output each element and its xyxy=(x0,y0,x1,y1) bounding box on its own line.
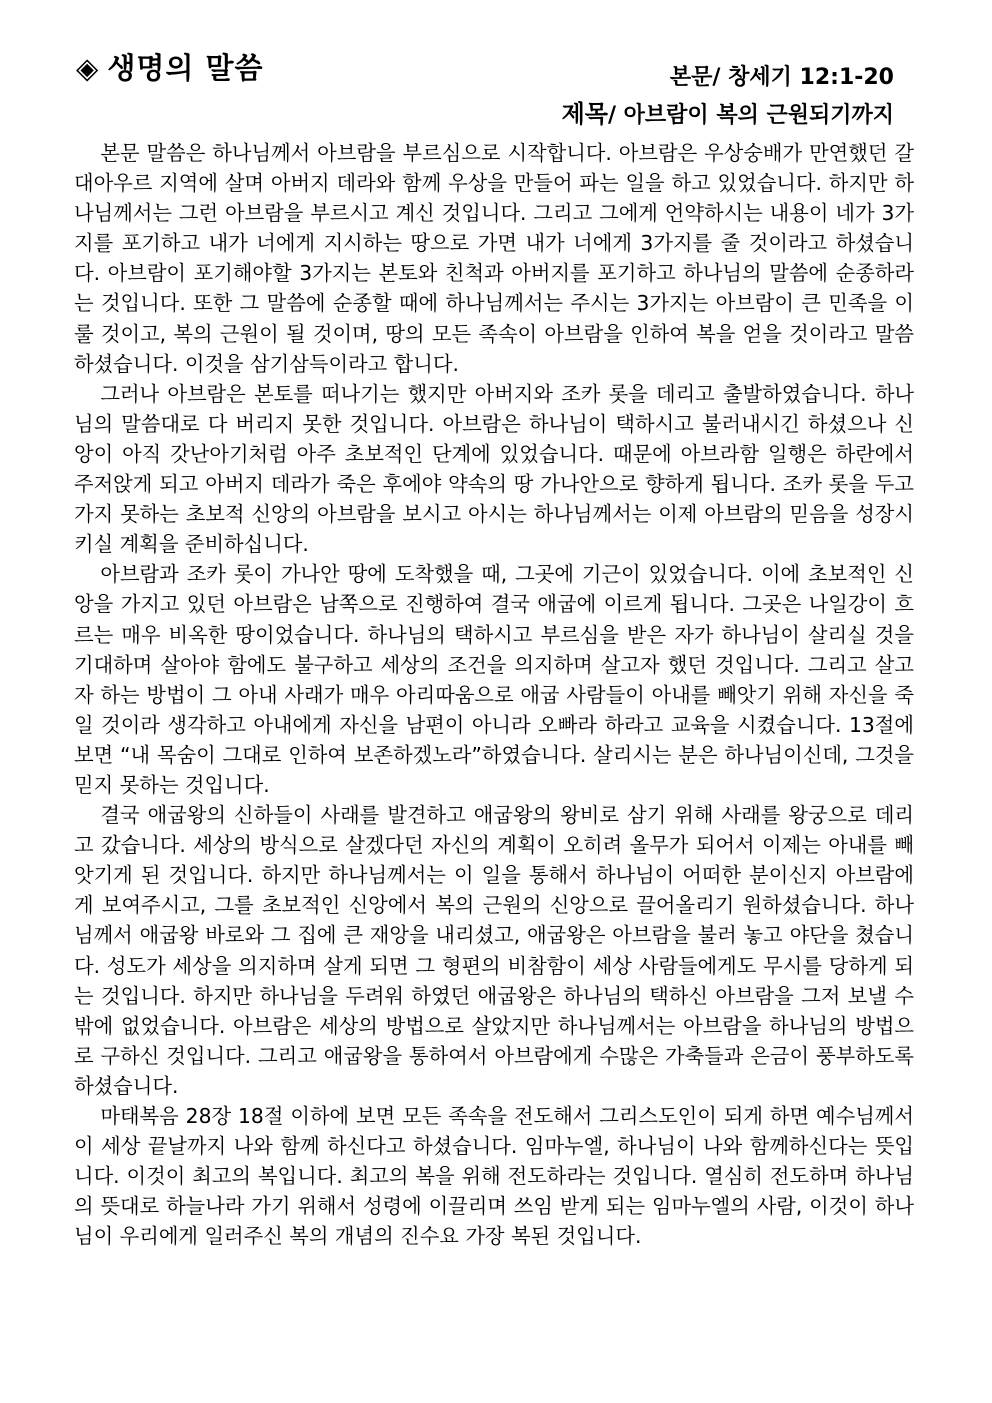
diamond-bullet-icon: ◈ xyxy=(76,51,100,85)
paragraph-4: 결국 애굽왕의 신하들이 사래를 발견하고 애굽왕의 왕비로 삼기 위해 사래를 왕궁으로 데리고 갔습니다. 세상의 방식으로 살겠다던 자신의 계획이 오히려 올무가 되어서 이제는 아내를 빼앗기게 된 것입니다. 하지만 하나님께서는 이 일을 통해서 하나님이 어떠한 분이신지 아브람에게 보여주시고, 그를 초보적인 신앙에서 복의 근원의 신앙으로 끌어올리기 원하셨습니다. 하나님께서 애굽왕 바로와 그 집에 큰 재앙을 내리셨고, 애굽왕은 아브람을 불러 놓고 야단을 쳤습니다. 성도가 세상을 의지하며 살게 되면 그 형편의 비참함이 세상 사람들에게도 무시를 당하게 되는 것입니다. 하지만 하나님을 두려워 하였던 애굽왕은 하나님의 택하신 아브람을 그저 보낼 수밖에 없었습니다. 아브람은 세상의 방법으로 살았지만 하나님께서는 아브람을 하나님의 방법으로 구하신 것입니다. 그리고 애굽왕을 통하여서 아브람에게 수많은 가축들과 은금이 풍부하도록 하셨습니다. xyxy=(74,803,914,1098)
scripture-reference xyxy=(670,60,894,91)
sermon-body xyxy=(74,138,914,1251)
subject-separator: / xyxy=(607,103,624,128)
reference-label: 본문 xyxy=(669,65,713,90)
page-title xyxy=(76,46,263,87)
paragraph-3: 아브람과 조카 롯이 가나안 땅에 도착했을 때, 그곳에 기근이 있었습니다. 이에 초보적인 신앙을 가지고 있던 아브람은 남쪽으로 진행하여 결국 애굽에 이르게 됩니다. 그곳은 나일강이 흐르는 매우 비옥한 땅이었습니다. 하나님의 택하시고 부르심을 받은 자가 하나님이 살리실 것을 기대하며 살아야 함에도 불구하고 세상의 조건을 의지하며 살고자 했던 것입니다. 그리고 살고자 하는 방법이 그 아내 사래가 매우 아리따움으로 애굽 사람들이 아내를 빼앗기 위해 자신을 죽일 것이라 생각하고 아내에게 자신을 남편이 아니라 오빠라 하라고 교육을 시켰습니다. 13절에 보면 “내 목숨이 그대로 인하여 보존하겠노라”하였습니다. 살리시는 분은 하나님이신데, 그것을 믿지 못하는 것입니다. xyxy=(74,562,914,797)
paragraph-1: 본문 말씀은 하나님께서 아브람을 부르심으로 시작합니다. 아브람은 우상숭배가 만연했던 갈대아우르 지역에 살며 아버지 데라와 함께 우상을 만들어 파는 일을 하고 있었습니다. 하지만 하나님께서는 그런 아브람을 부르시고 계신 것입니다. 그리고 그에게 언약하시는 내용이 네가 3가지를 포기하고 내가 너에게 지시하는 땅으로 가면 내가 너에게 3가지를 줄 것이라고 하셨습니다. 아브람이 포기해야할 3가지는 본토와 친척과 아버지를 포기하고 하나님의 말씀에 순종하라는 것입니다. 또한 그 말씀에 순종할 때에 하나님께서는 주시는 3가지는 아브람이 큰 민족을 이룰 것이고, 복의 근원이 될 것이며, 땅의 모든 족속이 아브람을 인하여 복을 얻을 것이라고 말씀하셨습니다. 이것을 삼기삼득이라고 합니다. xyxy=(74,141,914,376)
paragraph-5: 마태복음 28장 18절 이하에 보면 모든 족속을 전도해서 그리스도인이 되게 하면 예수님께서 이 세상 끝날까지 나와 함께 하신다고 하셨습니다. 임마누엘, 하나님이 나와 함께하신다는 뜻입니다. 이것이 최고의 복입니다. 최고의 복을 위해 전도하라는 것입니다. 열심히 전도하며 하나님의 뜻대로 하늘나라 가기 위해서 성령에 이끌리며 쓰임 받게 되는 임마누엘의 사람, 이것이 하나님이 우리에게 일러주신 복의 개념의 진수요 가장 복된 것입니다. xyxy=(74,1104,914,1249)
sermon-subject xyxy=(562,94,894,129)
paragraph-2: 그러나 아브람은 본토를 떠나기는 했지만 아버지와 조카 롯을 데리고 출발하였습니다. 하나님의 말씀대로 다 버리지 못한 것입니다. 아브람은 하나님이 택하시고 불러내시긴 하셨으나 신앙이 아직 갓난아기처럼 아주 초보적인 단계에 있었습니다. 때문에 아브라함 일행은 하란에서 주저앉게 되고 아버지 데라가 죽은 후에야 약속의 땅 가나안으로 향하게 됩니다. 조카 롯을 두고 가지 못하는 초보적 신앙의 아브람을 보시고 아시는 하나님께서는 이제 아브람의 믿음을 성장시키실 계획을 준비하십니다. xyxy=(74,381,914,557)
reference-separator: / xyxy=(712,65,729,90)
reference-text: 창세기 12:1-20 xyxy=(728,65,894,90)
title-text: 생명의 말씀 xyxy=(107,51,264,85)
subject-text: 아브람이 복의 근원되기까지 xyxy=(623,103,894,128)
subject-label: 제목 xyxy=(561,100,608,128)
